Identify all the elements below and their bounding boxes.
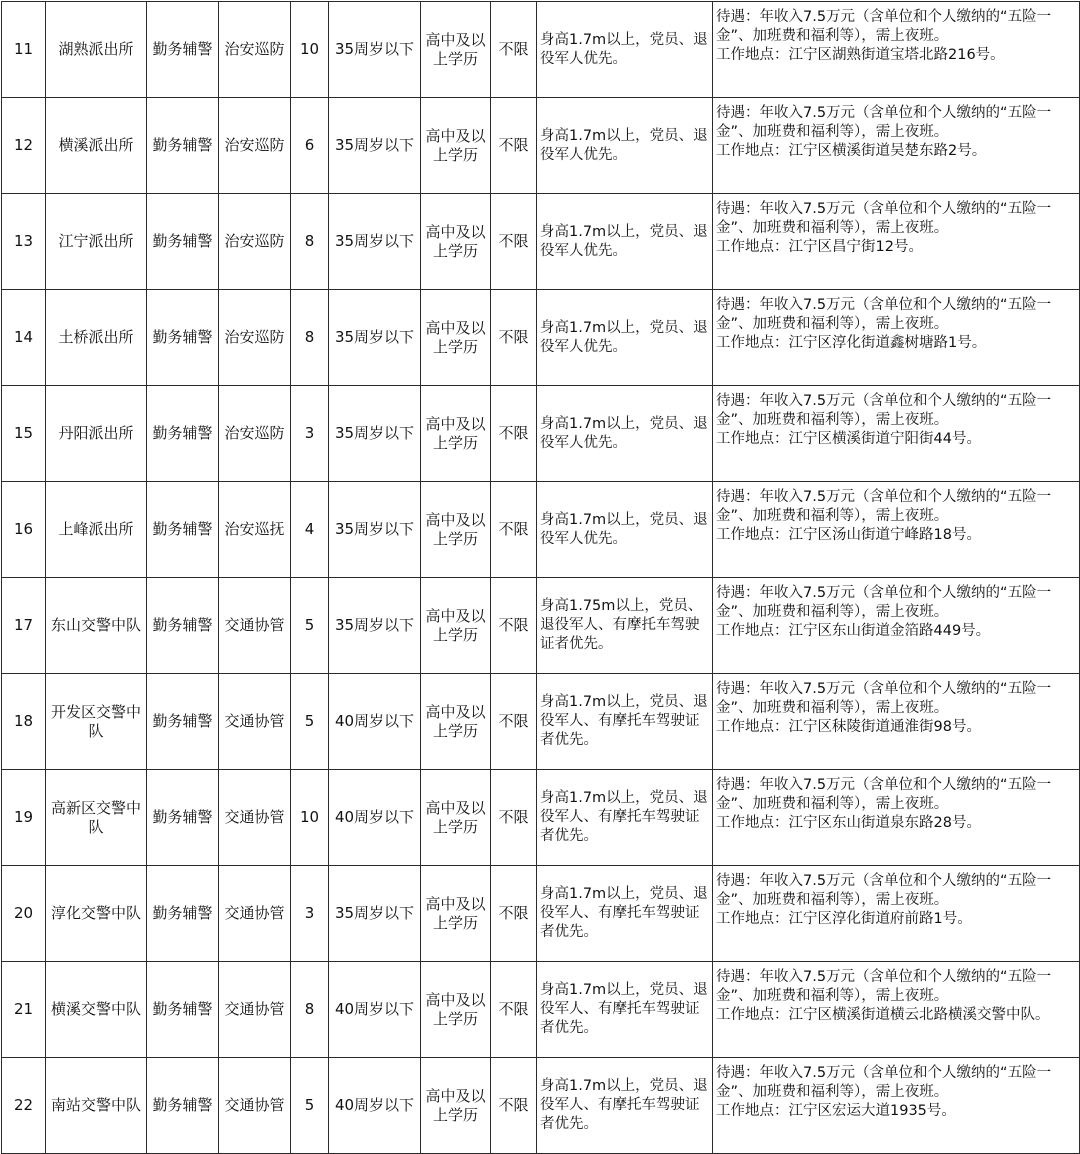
cell-remark: [713, 194, 1080, 290]
cell-post-type: 勤务辅警: [147, 290, 219, 386]
cell-post: 交通协管: [219, 674, 291, 770]
cell-post: 治安巡防: [219, 194, 291, 290]
cell-no: 11: [2, 2, 46, 98]
remark-place: 工作地点：江宁区东山街道泉东路28号。: [716, 815, 981, 831]
cell-unit: 南站交警中队: [46, 1058, 147, 1154]
cell-major: 不限: [491, 386, 537, 482]
cell-no: 20: [2, 866, 46, 962]
remark-pay: 待遇：年收入7.5万元（含单位和个人缴纳的“五险一金”、加班费和福利等），需上夜班。: [716, 297, 1052, 332]
cell-post: 治安巡防: [219, 98, 291, 194]
cell-age: 35周岁以下: [329, 866, 421, 962]
cell-no: 14: [2, 290, 46, 386]
cell-education: 高中及以上学历: [421, 98, 491, 194]
cell-count: 5: [291, 674, 329, 770]
cell-post-type: 勤务辅警: [147, 1058, 219, 1154]
cell-major: 不限: [491, 2, 537, 98]
cell-count: 10: [291, 2, 329, 98]
cell-major: 不限: [491, 290, 537, 386]
cell-remark: [713, 290, 1080, 386]
cell-major: 不限: [491, 674, 537, 770]
cell-no: 15: [2, 386, 46, 482]
table-row: [2, 962, 1080, 1058]
cell-condition: 身高1.7m以上，党员、退役军人优先。: [537, 2, 713, 98]
cell-major: 不限: [491, 578, 537, 674]
cell-major: 不限: [491, 98, 537, 194]
cell-remark: [713, 1058, 1080, 1154]
remark-place: 工作地点：江宁区淳化街道鑫树塘路1号。: [716, 335, 987, 351]
remark-pay: 待遇：年收入7.5万元（含单位和个人缴纳的“五险一金”、加班费和福利等），需上夜班。: [716, 105, 1052, 140]
cell-remark: [713, 962, 1080, 1058]
cell-major: 不限: [491, 866, 537, 962]
cell-major: 不限: [491, 770, 537, 866]
cell-no: 16: [2, 482, 46, 578]
cell-unit: 湖熟派出所: [46, 2, 147, 98]
cell-age: 35周岁以下: [329, 98, 421, 194]
cell-age: 35周岁以下: [329, 578, 421, 674]
remark-pay: 待遇：年收入7.5万元（含单位和个人缴纳的“五险一金”、加班费和福利等），需上夜班。: [716, 201, 1052, 236]
table-row: [2, 290, 1080, 386]
remark-pay: 待遇：年收入7.5万元（含单位和个人缴纳的“五险一金”、加班费和福利等），需上夜班。: [716, 873, 1052, 908]
cell-education: 高中及以上学历: [421, 674, 491, 770]
cell-condition: 身高1.7m以上，党员、退役军人、有摩托车驾驶证者优先。: [537, 1058, 713, 1154]
cell-remark: [713, 674, 1080, 770]
cell-post: 交通协管: [219, 770, 291, 866]
cell-post-type: 勤务辅警: [147, 962, 219, 1058]
remark-pay: 待遇：年收入7.5万元（含单位和个人缴纳的“五险一金”、加班费和福利等），需上夜班。: [716, 489, 1052, 524]
cell-post-type: 勤务辅警: [147, 194, 219, 290]
cell-count: 8: [291, 962, 329, 1058]
cell-remark: [713, 482, 1080, 578]
cell-education: 高中及以上学历: [421, 770, 491, 866]
cell-remark: [713, 770, 1080, 866]
cell-post: 交通协管: [219, 578, 291, 674]
remark-pay: 待遇：年收入7.5万元（含单位和个人缴纳的“五险一金”、加班费和福利等），需上夜班。: [716, 393, 1052, 428]
cell-no: 22: [2, 1058, 46, 1154]
cell-post-type: 勤务辅警: [147, 482, 219, 578]
cell-remark: [713, 578, 1080, 674]
cell-age: 35周岁以下: [329, 194, 421, 290]
table-row: [2, 866, 1080, 962]
cell-education: 高中及以上学历: [421, 386, 491, 482]
remark-place: 工作地点：江宁区秣陵街道通淮街98号。: [716, 719, 981, 735]
cell-education: 高中及以上学历: [421, 578, 491, 674]
remark-pay: 待遇：年收入7.5万元（含单位和个人缴纳的“五险一金”、加班费和福利等），需上夜班。: [716, 681, 1052, 716]
cell-condition: 身高1.75m以上，党员、退役军人、有摩托车驾驶证者优先。: [537, 578, 713, 674]
cell-post-type: 勤务辅警: [147, 674, 219, 770]
remark-place: 工作地点：江宁区昌宁街12号。: [716, 239, 923, 255]
cell-no: 21: [2, 962, 46, 1058]
cell-unit: 江宁派出所: [46, 194, 147, 290]
cell-post: 治安巡防: [219, 386, 291, 482]
remark-place: 工作地点：江宁区宏运大道1935号。: [716, 1103, 956, 1119]
remark-place: 工作地点：江宁区东山街道金箔路449号。: [716, 623, 991, 639]
cell-education: 高中及以上学历: [421, 1058, 491, 1154]
cell-post: 治安巡抚: [219, 482, 291, 578]
recruitment-table: [1, 1, 1080, 1154]
cell-education: 高中及以上学历: [421, 2, 491, 98]
remark-pay: 待遇：年收入7.5万元（含单位和个人缴纳的“五险一金”、加班费和福利等），需上夜班。: [716, 777, 1052, 812]
cell-condition: 身高1.7m以上，党员、退役军人、有摩托车驾驶证者优先。: [537, 770, 713, 866]
cell-no: 19: [2, 770, 46, 866]
cell-remark: [713, 866, 1080, 962]
remark-place: 工作地点：江宁区横溪街道吴楚东路2号。: [716, 143, 987, 159]
cell-post: 交通协管: [219, 962, 291, 1058]
cell-age: 40周岁以下: [329, 674, 421, 770]
cell-post-type: 勤务辅警: [147, 578, 219, 674]
cell-condition: 身高1.7m以上，党员、退役军人、有摩托车驾驶证者优先。: [537, 674, 713, 770]
cell-unit: 东山交警中队: [46, 578, 147, 674]
cell-post-type: 勤务辅警: [147, 98, 219, 194]
cell-no: 12: [2, 98, 46, 194]
cell-count: 5: [291, 1058, 329, 1154]
cell-major: 不限: [491, 194, 537, 290]
remark-pay: 待遇：年收入7.5万元（含单位和个人缴纳的“五险一金”、加班费和福利等），需上夜班。: [716, 1065, 1052, 1100]
remark-pay: 待遇：年收入7.5万元（含单位和个人缴纳的“五险一金”、加班费和福利等），需上夜班。: [716, 969, 1052, 1004]
cell-post-type: 勤务辅警: [147, 2, 219, 98]
cell-condition: 身高1.7m以上，党员、退役军人优先。: [537, 482, 713, 578]
cell-education: 高中及以上学历: [421, 962, 491, 1058]
table-row: [2, 1058, 1080, 1154]
cell-count: 8: [291, 290, 329, 386]
cell-unit: 开发区交警中队: [46, 674, 147, 770]
cell-condition: 身高1.7m以上，党员、退役军人、有摩托车驾驶证者优先。: [537, 866, 713, 962]
cell-unit: 土桥派出所: [46, 290, 147, 386]
cell-education: 高中及以上学历: [421, 866, 491, 962]
cell-unit: 上峰派出所: [46, 482, 147, 578]
remark-place: 工作地点：江宁区淳化街道府前路1号。: [716, 911, 972, 927]
cell-condition: 身高1.7m以上，党员、退役军人、有摩托车驾驶证者优先。: [537, 962, 713, 1058]
cell-condition: 身高1.7m以上，党员、退役军人优先。: [537, 386, 713, 482]
remark-place: 工作地点：江宁区横溪街道宁阳街44号。: [716, 431, 981, 447]
cell-unit: 丹阳派出所: [46, 386, 147, 482]
cell-age: 35周岁以下: [329, 2, 421, 98]
table-row: [2, 98, 1080, 194]
cell-major: 不限: [491, 482, 537, 578]
cell-age: 40周岁以下: [329, 1058, 421, 1154]
remark-place: 工作地点：江宁区横溪街道横云北路横溪交警中队。: [716, 1007, 1050, 1023]
cell-age: 35周岁以下: [329, 482, 421, 578]
cell-age: 35周岁以下: [329, 386, 421, 482]
cell-post-type: 勤务辅警: [147, 866, 219, 962]
cell-no: 18: [2, 674, 46, 770]
remark-pay: 待遇：年收入7.5万元（含单位和个人缴纳的“五险一金”、加班费和福利等），需上夜班。: [716, 9, 1052, 44]
remark-place: 工作地点：江宁区湖熟街道宝塔北路216号。: [716, 47, 1005, 63]
cell-post-type: 勤务辅警: [147, 386, 219, 482]
cell-education: 高中及以上学历: [421, 290, 491, 386]
table-row: [2, 770, 1080, 866]
cell-no: 17: [2, 578, 46, 674]
table-row: [2, 386, 1080, 482]
cell-age: 40周岁以下: [329, 770, 421, 866]
cell-count: 4: [291, 482, 329, 578]
cell-count: 6: [291, 98, 329, 194]
cell-count: 5: [291, 578, 329, 674]
cell-condition: 身高1.7m以上，党员、退役军人优先。: [537, 98, 713, 194]
cell-unit: 淳化交警中队: [46, 866, 147, 962]
remark-pay: 待遇：年收入7.5万元（含单位和个人缴纳的“五险一金”、加班费和福利等），需上夜班。: [716, 585, 1052, 620]
cell-unit: 横溪交警中队: [46, 962, 147, 1058]
table-row: [2, 194, 1080, 290]
cell-age: 40周岁以下: [329, 962, 421, 1058]
cell-count: 10: [291, 770, 329, 866]
table-row: [2, 482, 1080, 578]
cell-count: 3: [291, 866, 329, 962]
cell-count: 3: [291, 386, 329, 482]
cell-post: 交通协管: [219, 866, 291, 962]
cell-remark: [713, 386, 1080, 482]
cell-education: 高中及以上学历: [421, 194, 491, 290]
cell-post-type: 勤务辅警: [147, 770, 219, 866]
cell-count: 8: [291, 194, 329, 290]
cell-post: 治安巡防: [219, 2, 291, 98]
cell-post: 治安巡防: [219, 290, 291, 386]
cell-major: 不限: [491, 1058, 537, 1154]
remark-place: 工作地点：江宁区汤山街道宁峰路18号。: [716, 527, 981, 543]
cell-remark: [713, 2, 1080, 98]
cell-age: 35周岁以下: [329, 290, 421, 386]
table-row: [2, 674, 1080, 770]
cell-major: 不限: [491, 962, 537, 1058]
cell-education: 高中及以上学历: [421, 482, 491, 578]
cell-unit: 横溪派出所: [46, 98, 147, 194]
cell-no: 13: [2, 194, 46, 290]
cell-unit: 高新区交警中队: [46, 770, 147, 866]
cell-post: 交通协管: [219, 1058, 291, 1154]
cell-remark: [713, 98, 1080, 194]
table-row: [2, 578, 1080, 674]
table-body: [2, 2, 1080, 1154]
cell-condition: 身高1.7m以上，党员、退役军人优先。: [537, 290, 713, 386]
cell-condition: 身高1.7m以上，党员、退役军人优先。: [537, 194, 713, 290]
table-row: [2, 2, 1080, 98]
